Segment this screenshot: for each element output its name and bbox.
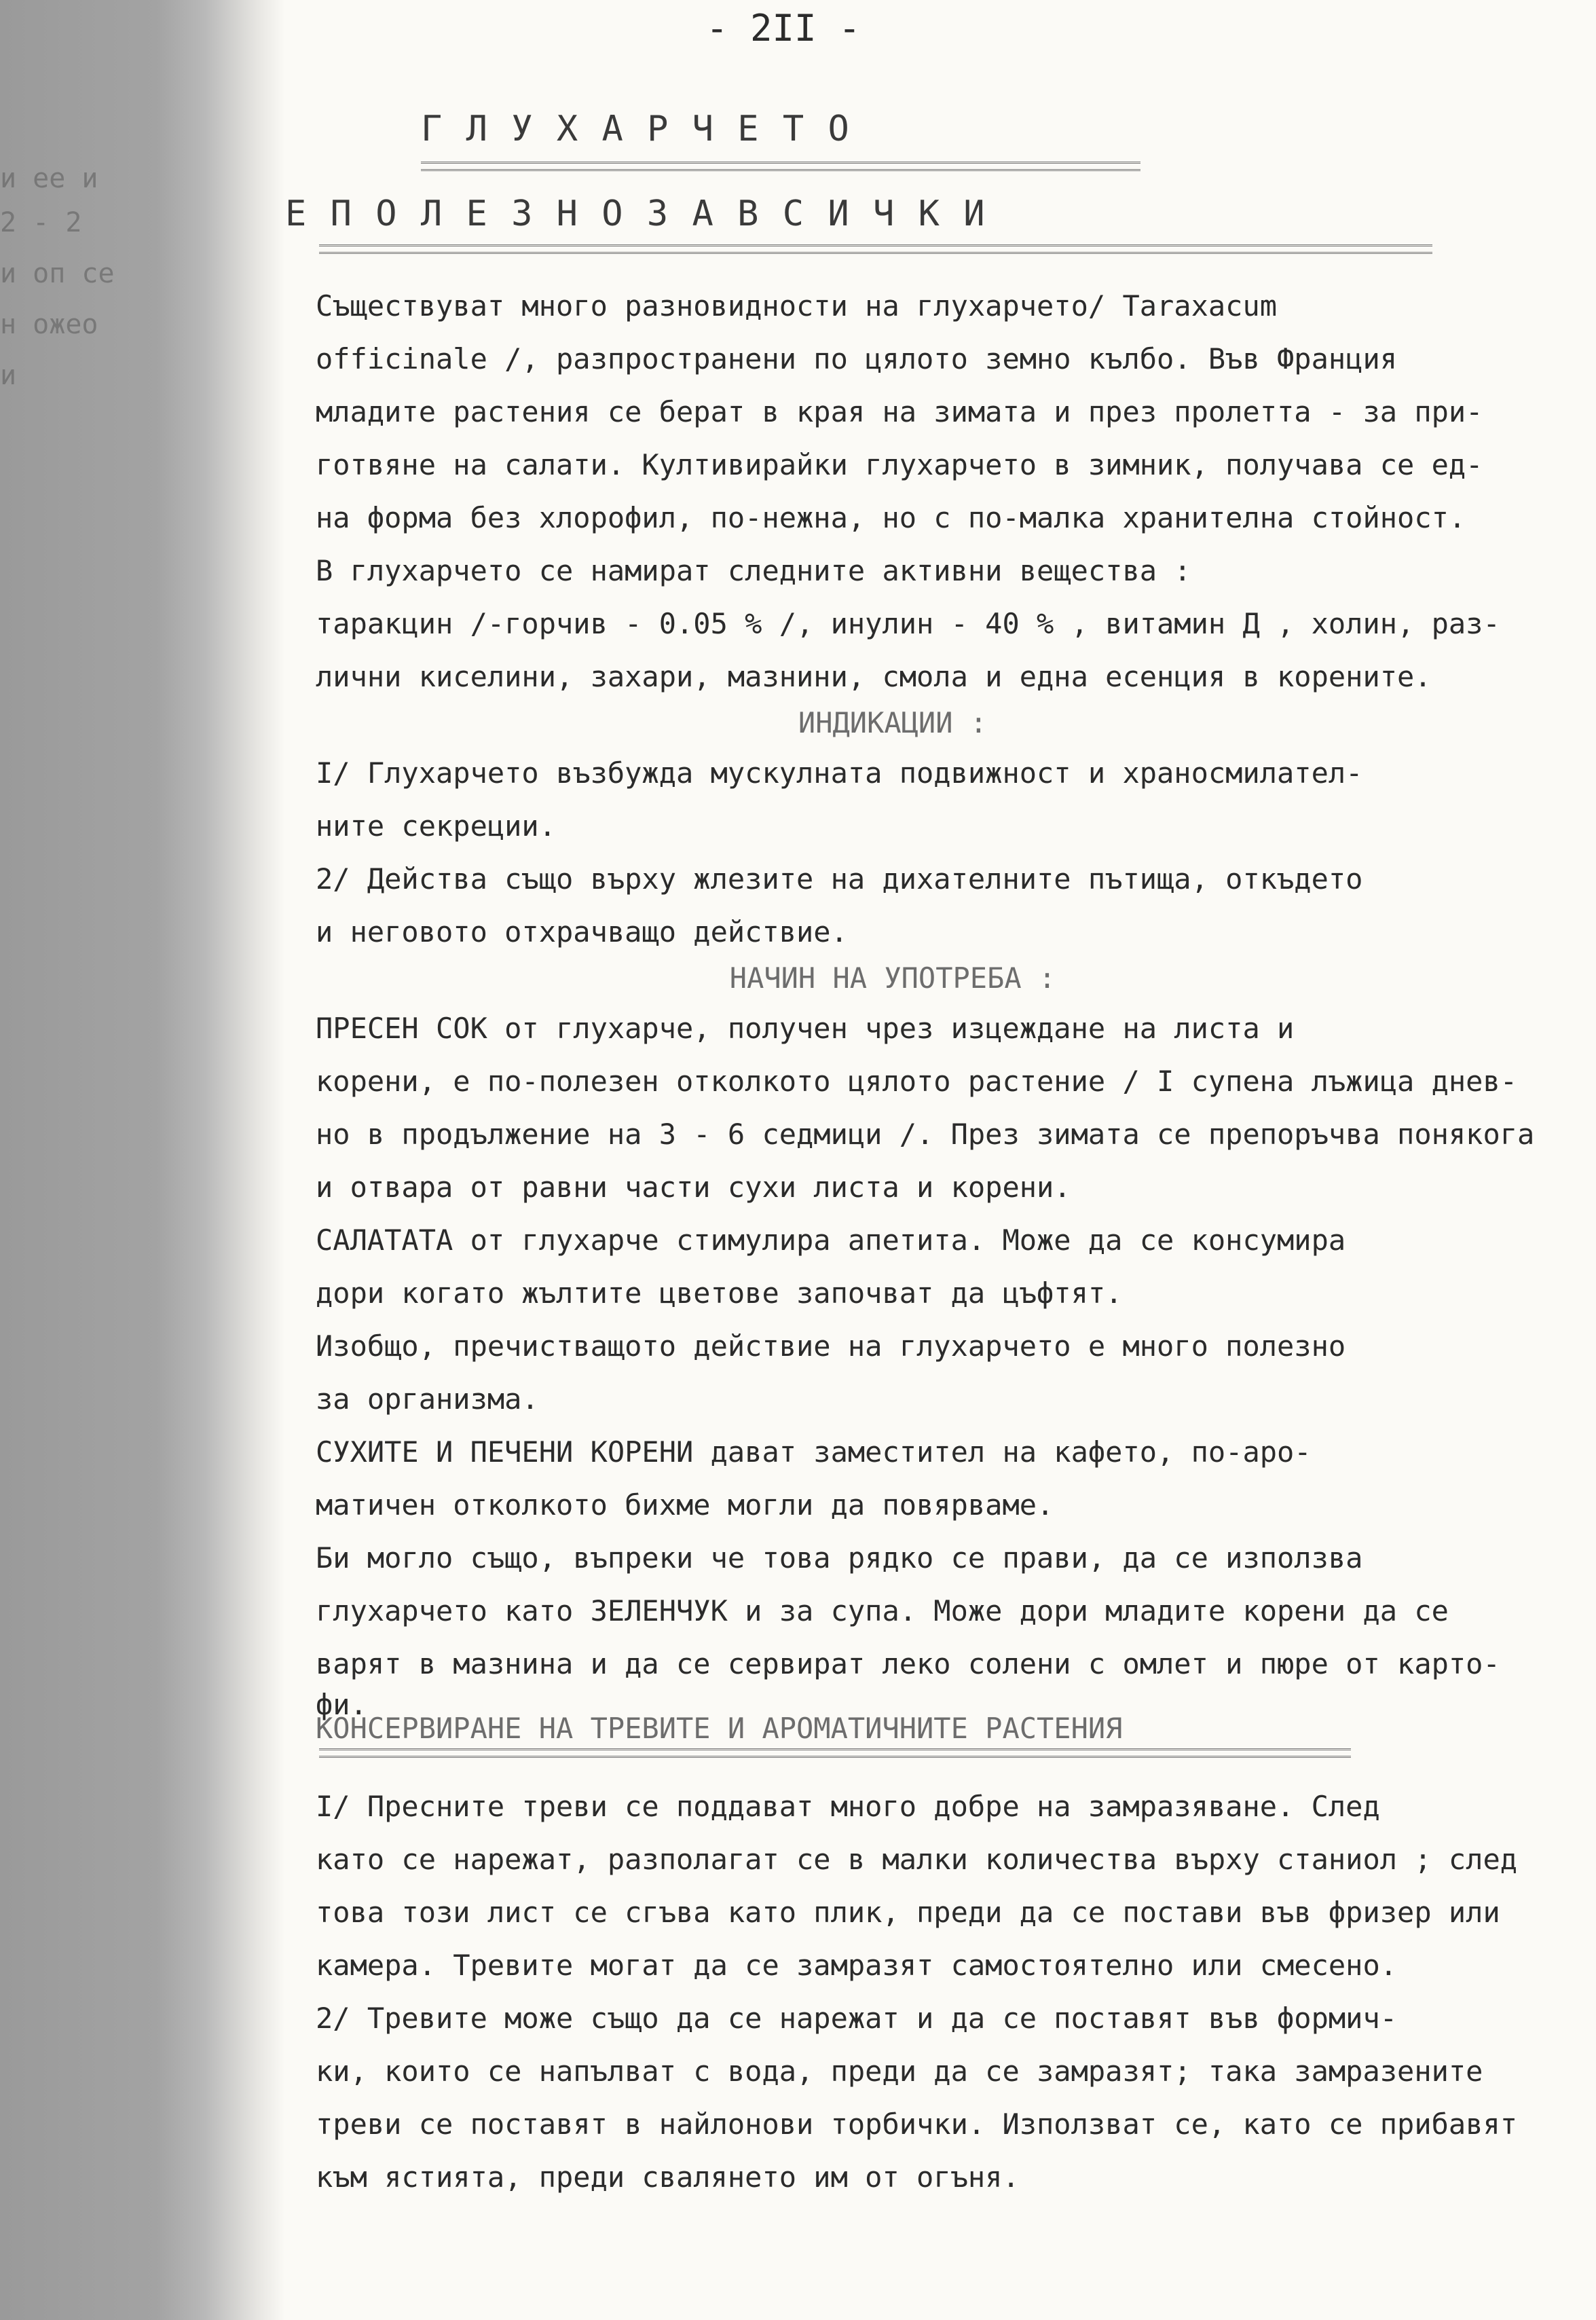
title-underline-1 xyxy=(421,162,1140,171)
text-line: таракцин /-горчив - 0.05 % /, инулин - 40 % , витамин Д , холин, раз- xyxy=(316,607,1500,640)
bleed-through-text: 2 - 2 xyxy=(0,207,82,238)
text-line: ните секреции. xyxy=(316,809,557,843)
text-line: камера. Тревите могат да се замразят самостоятелно или смесено. xyxy=(316,1949,1398,1982)
text-line: I/ Глухарчето възбужда мускулната подвижност и храносмилател- xyxy=(316,756,1363,790)
section-heading-indications: ИНДИКАЦИИ : xyxy=(798,706,988,739)
text-line: фи. xyxy=(316,1688,367,1721)
text-line: I/ Пресните треви се поддават много добре на замразяване. След xyxy=(316,1790,1380,1823)
title-line-2: Е П О Л Е З Н О З А В С И Ч К И xyxy=(285,194,986,234)
text-line: готвяне на салати. Култивирайки глухарчето в зимник, получава се ед- xyxy=(316,448,1483,481)
text-line: САЛАТАТА от глухарче стимулира апетита. Може да се консумира xyxy=(316,1223,1346,1257)
text-line: корени, е по-полезен отколкото цялото растение / I супена лъжица днев- xyxy=(316,1065,1518,1098)
bleed-through-text: и оп се xyxy=(0,258,115,289)
text-line: към ястията, преди свалянето им от огъня. xyxy=(316,2160,1020,2194)
text-line: това този лист се сгъва като плик, преди да се постави във фризер или xyxy=(316,1896,1500,1929)
section-heading-usage: НАЧИН НА УПОТРЕБА : xyxy=(729,961,1056,995)
text-line: СУХИТЕ И ПЕЧЕНИ КОРЕНИ дават заместител на кафето, по-аро- xyxy=(316,1435,1312,1469)
text-line: officinale /, разпространени по цялото земно кълбо. Във Франция xyxy=(316,342,1398,375)
text-line: дори когато жълтите цветове започват да цъфтят. xyxy=(316,1276,1123,1310)
text-line: Съществуват много разновидности на глухарчето/ Taraxacum xyxy=(316,289,1278,323)
text-line: за организма. xyxy=(316,1382,539,1416)
section-heading-preservation: КОНСЕРВИРАНЕ НА ТРЕВИТЕ И АРОМАТИЧНИТЕ РАСТЕНИЯ xyxy=(316,1712,1123,1745)
bleed-through-text: и xyxy=(0,360,17,391)
text-line: 2/ Тревите може също да се нарежат и да се поставят във формич- xyxy=(316,2002,1398,2035)
text-line: на форма без хлорофил, по-нежна, но с по-малка хранителна стойност. xyxy=(316,501,1466,534)
text-line: но в продължение на 3 - 6 седмици /. През зимата се препоръчва понякога xyxy=(316,1118,1535,1151)
text-line: глухарчето като ЗЕЛЕНЧУК и за супа. Може дори младите корени да се xyxy=(316,1594,1449,1627)
bleed-through-text: и ее и xyxy=(0,163,98,194)
text-line: варят в мазнина и да се сервират леко солени с омлет и пюре от карто- xyxy=(316,1647,1500,1680)
text-line: ки, които се напълват с вода, преди да се замразят; така замразените xyxy=(316,2055,1483,2088)
title-underline-2 xyxy=(319,244,1432,254)
text-line: и неговото отхрачващо действие. xyxy=(316,915,848,949)
text-line: като се нарежат, разполагат се в малки количества върху станиол ; след xyxy=(316,1843,1518,1876)
text-line: матичен отколкото бихме могли да повярваме. xyxy=(316,1488,1054,1522)
text-line: В глухарчето се намират следните активни вещества : xyxy=(316,554,1191,587)
text-line: и отвара от равни части сухи листа и корени. xyxy=(316,1171,1071,1204)
page-number: - 2II - xyxy=(706,7,861,50)
text-line: 2/ Действа също върху жлезите на дихателните пътища, откъдето xyxy=(316,862,1363,896)
section-underline xyxy=(319,1748,1351,1758)
text-line: младите растения се берат в края на зимата и през пролетта - за при- xyxy=(316,395,1483,428)
text-line: Изобщо, пречистващото действие на глухарчето е много полезно xyxy=(316,1329,1346,1363)
text-line: Би могло също, въпреки че това рядко се прави, да се използва xyxy=(316,1541,1363,1575)
title-line-1: Г Л У Х А Р Ч Е Т О xyxy=(421,109,851,149)
text-line: ПРЕСЕН СОК от глухарче, получен чрез изцеждане на листа и xyxy=(316,1012,1295,1045)
bleed-through-text: н ожео xyxy=(0,309,98,340)
text-line: лични киселини, захари, мазнини, смола и една есенция в корените. xyxy=(316,660,1432,693)
text-line: треви се поставят в найлонови торбички. Използват се, като се прибавят xyxy=(316,2107,1518,2141)
